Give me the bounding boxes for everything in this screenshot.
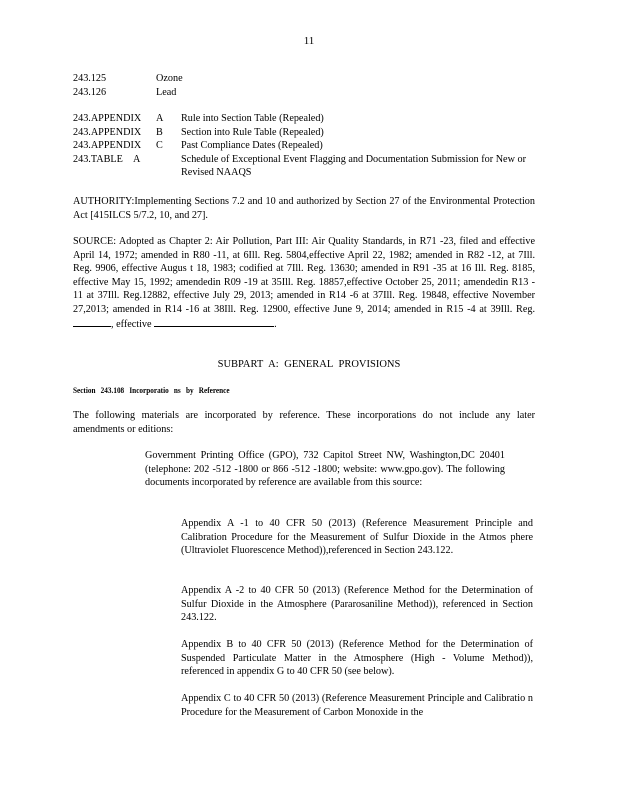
toc-title: Past Compliance Dates (Repealed) (181, 140, 323, 152)
subpart-heading: SUBPART A: GENERAL PROVISIONS (217, 359, 401, 370)
toc-row (73, 153, 541, 180)
intro-paragraph: The following materials are incorporated by reference. These incorporations do not include any later amendments or editions: (73, 410, 535, 435)
page-number: 11 (303, 35, 315, 47)
toc-letter: A (133, 153, 141, 165)
appendix-entry: Appendix A -1 to 40 CFR 50 (2013) (Reference Measurement Principle and Calibration Procedure for the Measurement of Sulfur Dioxide in the Atmos phere (Ultraviolet Fluorescence Method)),referenced in Section 243.122. (181, 518, 533, 557)
toc-appendix-list (73, 112, 541, 180)
toc-letter: C (156, 140, 163, 152)
toc-number: 243.126 (73, 86, 107, 98)
toc-list (73, 72, 516, 99)
appendix-entry: Appendix B to 40 CFR 50 (2013) (Reference Method for the Determination of Suspended Particulate Matter in the Atmosphere (High - Volume Method)), referenced in appendix G to 40 CFR 50 (see below). (181, 639, 533, 678)
toc-number: 243.APPENDIX (73, 126, 142, 138)
source-punct: , (111, 318, 114, 330)
toc-number: 243.APPENDIX (73, 140, 142, 152)
toc-row (73, 112, 541, 126)
toc-number: 243.125 (73, 73, 107, 84)
toc-row (73, 72, 516, 86)
appendix-entry: Appendix A -2 to 40 CFR 50 (2013) (Reference Method for the Determination of Sulfur Dioxide in the Atmosphere (Pararosaniline Method)), referenced in Section 243.122. (181, 585, 533, 624)
toc-title: Rule into Section Table (Repealed) (181, 113, 324, 124)
toc-row (73, 126, 541, 140)
toc-letter: B (156, 126, 163, 138)
blank-line (73, 317, 111, 327)
toc-row (73, 86, 516, 100)
toc-letter: A (156, 113, 164, 124)
blank-line (154, 317, 274, 327)
authority-paragraph: AUTHORITY:Implementing Sections 7.2 and 10 and authorized by Section 27 of the Environmental Protection Act [415ILCS 5/7.2, 10, and 27]. (73, 196, 535, 221)
toc-number: 243.APPENDIX (73, 113, 142, 124)
toc-title: Lead (156, 86, 177, 98)
section-heading: Section 243.108 Incorporatio ns by Reference (73, 385, 230, 395)
toc-title: Section into Rule Table (Repealed) (181, 126, 324, 138)
source-paragraph (73, 235, 535, 331)
toc-row (73, 139, 541, 153)
gpo-paragraph: Government Printing Office (GPO), 732 Capitol Street NW, Washington,DC 20401 (telephone: 202 -512 -1800 or 866 -512 -1800; website: www.gpo.gov). The following documents incorporated by reference are available from this source: (145, 450, 505, 489)
toc-title: Schedule of Exceptional Event Flagging and Documentation Submission for New or Revised NAAQS (181, 153, 526, 179)
source-text: SOURCE: Adopted as Chapter 2: Air Pollution, Part III: Air Quality Standards, in R71 -23, filed and effective April 14, 1972; amended in R80 -11, at 6Ill. Reg. 5804,effective April 22, 1982; amended in R82 -12, at 7Ill. Reg. 9906, effective Augus t 18, 1983; codified at 7Ill. Reg. 13630; amended in R91 -35 at 16 Ill. Reg. 8185, effective May 15, 1992; amendedin R09 -19 at 35Ill. Reg. 18857,effective October 25, 2011; amendedin R13 - 11 at 37Ill. Reg.12882, effective July 29, 2013; amended in R14 -6 at 37Ill. Reg. 19848, effective November 27,2013; amended in R14 -16 at 38Ill. Reg. 12900, effective June 9, 2014; amended in R15 -4 at 39Ill. Reg. (73, 236, 535, 315)
source-effective: effective (116, 318, 152, 330)
toc-title: Ozone (156, 73, 183, 84)
appendix-entry: Appendix C to 40 CFR 50 (2013) (Reference Measurement Principle and Calibratio n Procedure for the Measurement of Carbon Monoxide in the (181, 693, 533, 718)
source-punct: . (274, 318, 277, 330)
toc-number: 243.TABLE (73, 153, 123, 165)
